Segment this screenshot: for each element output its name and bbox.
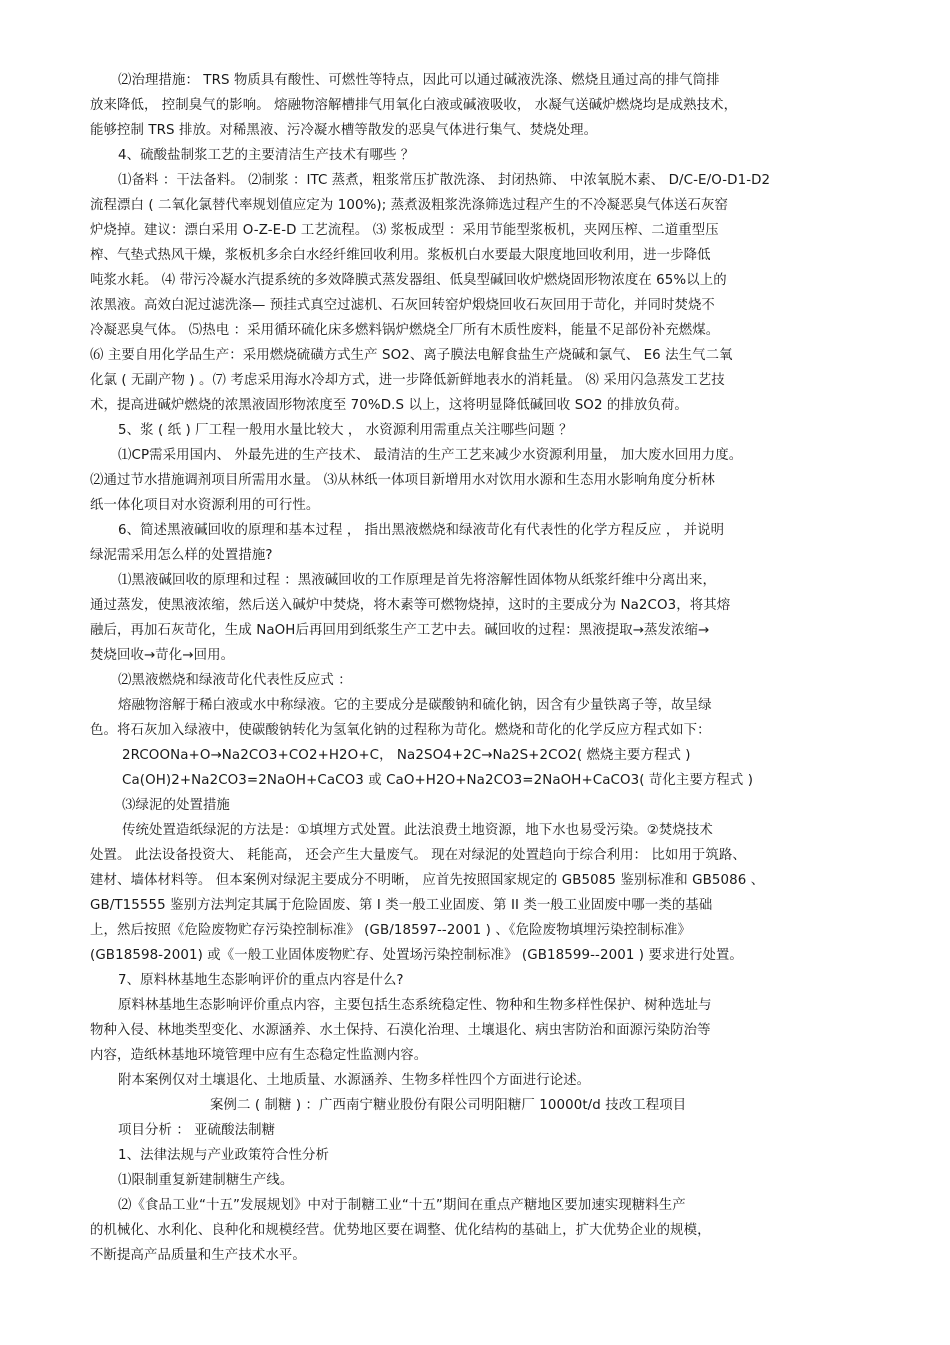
text-line: 焚烧回收→苛化→回用。 (90, 648, 235, 663)
text-line: 附本案例仅对土壤退化、土地质量、水源涵养、生物多样性四个方面进行论述。 (118, 1073, 591, 1088)
text-line: 放来降低， 控制臭气的影响。 熔融物溶解槽排气用氧化白液或碱液吸收， 水凝气送碱炉燃烧均是成熟技术， (90, 98, 738, 113)
text-line: ⑴限制重复新建制糖生产线。 (118, 1173, 294, 1188)
text-line: 原料林基地生态影响评价重点内容，主要包括生态系统稳定性、物种和生物多样性保护、树种选址与 (118, 998, 712, 1013)
text-line: 上，然后按照《危险废物贮存污染控制标准》 (GB/18597--2001 ) 、《危险废物填埋污染控制标准》 (90, 923, 692, 938)
text-line: ⑵黑液燃烧和绿液苛化代表性反应式 ： (118, 673, 352, 688)
text-line: 熔融物溶解于稀白液或水中称绿液。它的主要成分是碳酸钠和硫化钠，因含有少量铁离子等，故呈绿 (118, 698, 712, 713)
text-line: 炉烧掉。建议：漂白采用 O-Z-E-D 工艺流程。 ⑶ 浆板成型 ：采用节能型浆板机，夹网压榨、二道重型压 (90, 223, 719, 238)
section-heading: 5、浆 ( 纸 ) 厂工程一般用水量比较大 ， 水资源利用需重点关注哪些问题 ？ (118, 423, 573, 438)
text-line: 榨、气垫式热风干燥，浆板机多余白水经纤维回收利用。浆板机白水要最大限度地回收利用，进一步降低 (90, 248, 711, 263)
text-line: ⑵通过节水措施调剂项目所需用水量。 ⑶从林纸一体项目新增用水对饮用水源和生态用水影响角度分析林 (90, 473, 715, 488)
text-line: 通过蒸发，使黑液浓缩，然后送入碱炉中焚烧，将木素等可燃物烧掉，这时的主要成分为 Na2CO3，将其熔 (90, 598, 731, 613)
text-line: (GB18598-2001) 或《一般工业固体废物贮存、处置场污染控制标准》 (GB18599--2001 ) 要求进行处置。 (90, 948, 743, 963)
text-line: 处置。 此法设备投资大、 耗能高， 还会产生大量废气。 现在对绿泥的处置趋向于综合利用： 比如用于筑路、 (90, 848, 746, 863)
text-line: ⑹ 主要自用化学品生产：采用燃烧硫磺方式生产 SO2、离子膜法电解食盐生产烧碱和氯气、 E6 法生气二氧 (90, 348, 733, 363)
section-heading: 1、法律法规与产业政策符合性分析 (118, 1148, 329, 1163)
equation-line: 2RCOONa+O→Na2CO3+CO2+H2O+C， Na2SO4+2C→Na2S+2CO2( 燃烧主要方程式 ) (122, 748, 691, 763)
text-line: 传统处置造纸绿泥的方法是：①填埋方式处置。此法浪费土地资源，地下水也易受污染。②焚烧技术 (122, 823, 713, 838)
text-line: 色。将石灰加入绿液中，使碳酸钠转化为氢氧化钠的过程称为苛化。燃烧和苛化的化学反应方程式如下： (90, 723, 711, 738)
text-line: 冷凝恶臭气体。 ⑸热电 ：采用循环硫化床多燃料锅炉燃烧全厂所有木质性废料，能量不足部份补充燃煤。 (90, 323, 720, 338)
text-line: ⑵治理措施： TRS 物质具有酸性、可燃性等特点，因此可以通过碱液洗涤、燃烧且通过高的排气筒排 (118, 73, 720, 88)
text-line: 项目分析 ： 亚硫酸法制糖 (118, 1123, 276, 1138)
text-line: 内容，造纸林基地环境管理中应有生态稳定性监测内容。 (90, 1048, 428, 1063)
text-line: 吨浆水耗。 ⑷ 带污冷凝水汽提系统的多效降膜式蒸发器组、低臭型碱回收炉燃烧固形物浓度在 65%以上的 (90, 273, 727, 288)
text-line: 纸一体化项目对水资源利用的可行性。 (90, 498, 320, 513)
text-line: 化氯 ( 无副产物 ) 。⑺ 考虑采用海水冷却方式，进一步降低新鲜地表水的消耗量。 ⑻ 采用闪急蒸发工艺技 (90, 373, 725, 388)
case-title: 案例二 ( 制糖 ) ：广西南宁糖业股份有限公司明阳糖厂 10000t/d 技改工程项目 (210, 1098, 687, 1113)
text-line: ⑴黑液碱回收的原理和过程 ：黑液碱回收的工作原理是首先将溶解性固体物从纸浆纤维中分离出来， (118, 573, 716, 588)
text-line: ⑶绿泥的处置措施 (122, 798, 230, 813)
text-line: 能够控制 TRS 排放。对稀黑液、污冷凝水槽等散发的恶臭气体进行集气、焚烧处理。 (90, 123, 598, 138)
text-line: 建材、墙体材料等。 但本案例对绿泥主要成分不明晰， 应首先按照国家规定的 GB5085 鉴别标准和 GB5086 、 (90, 873, 765, 888)
text-line: 融后，再加石灰苛化，生成 NaOH后再回用到纸浆生产工艺中去。碱回收的过程：黑液提取→蒸发浓缩→ (90, 623, 710, 638)
text-line: ⑴CP需采用国内、 外最先进的生产技术、 最清洁的生产工艺来减少水资源利用量， 加大废水回用力度。 (118, 448, 743, 463)
text-line: 浓黑液。高效白泥过滤洗涤— 预挂式真空过滤机、石灰回转窑炉煅烧回收石灰回用于苛化，并同时焚烧不 (90, 298, 715, 313)
text-line: ⑴备料 ：干法备料。 ⑵制浆 ：ITC 蒸煮，粗浆常压扩散洗涤、 封闭热筛、 中浓氧脱木素、 D/C-E/O-D1-D2 (118, 173, 771, 188)
equation-line: Ca(OH)2+Na2CO3=2NaOH+CaCO3 或 CaO+H2O+Na2CO3=2NaOH+CaCO3( 苛化主要方程式 ) (122, 773, 754, 788)
text-line: 流程漂白 ( 二氧化氯替代率规划值应定为 100%); 蒸煮汲粗浆洗涤筛选过程产生的不冷凝恶臭气体送石灰窑 (90, 198, 728, 213)
text-line: 物种入侵、林地类型变化、水源涵养、水土保持、石漠化治理、土壤退化、病虫害防治和面源污染防治等 (90, 1023, 711, 1038)
text-line: 不断提高产品质量和生产技术水平。 (90, 1248, 306, 1263)
text-line: GB/T15555 鉴别方法判定其属于危险固废、第 I 类一般工业固废、第 II 类一般工业固废中哪一类的基础 (90, 898, 713, 913)
section-heading: 6、简述黑液碱回收的原理和基本过程 ， 指出黑液燃烧和绿液苛化有代表性的化学方程反应 ， 并说明 (118, 523, 725, 538)
section-heading: 4、硫酸盐制浆工艺的主要清洁生产技术有哪些 ？ (118, 148, 415, 163)
text-line: ⑵《食品工业“十五”发展规划》中对于制糖工业“十五”期间在重点产糖地区要加速实现糖料生产 (118, 1198, 686, 1213)
section-heading: 7、原料林基地生态影响评价的重点内容是什么? (118, 973, 404, 988)
section-heading: 绿泥需采用怎么样的处置措施? (90, 548, 273, 563)
text-line: 术，提高进碱炉燃烧的浓黑液固形物浓度至 70%D.S 以上，这将明显降低碱回收 SO2 的排放负荷。 (90, 398, 688, 413)
text-line: 的机械化、水利化、良种化和规模经营。优势地区要在调整、优化结构的基础上，扩大优势企业的规模， (90, 1223, 711, 1238)
